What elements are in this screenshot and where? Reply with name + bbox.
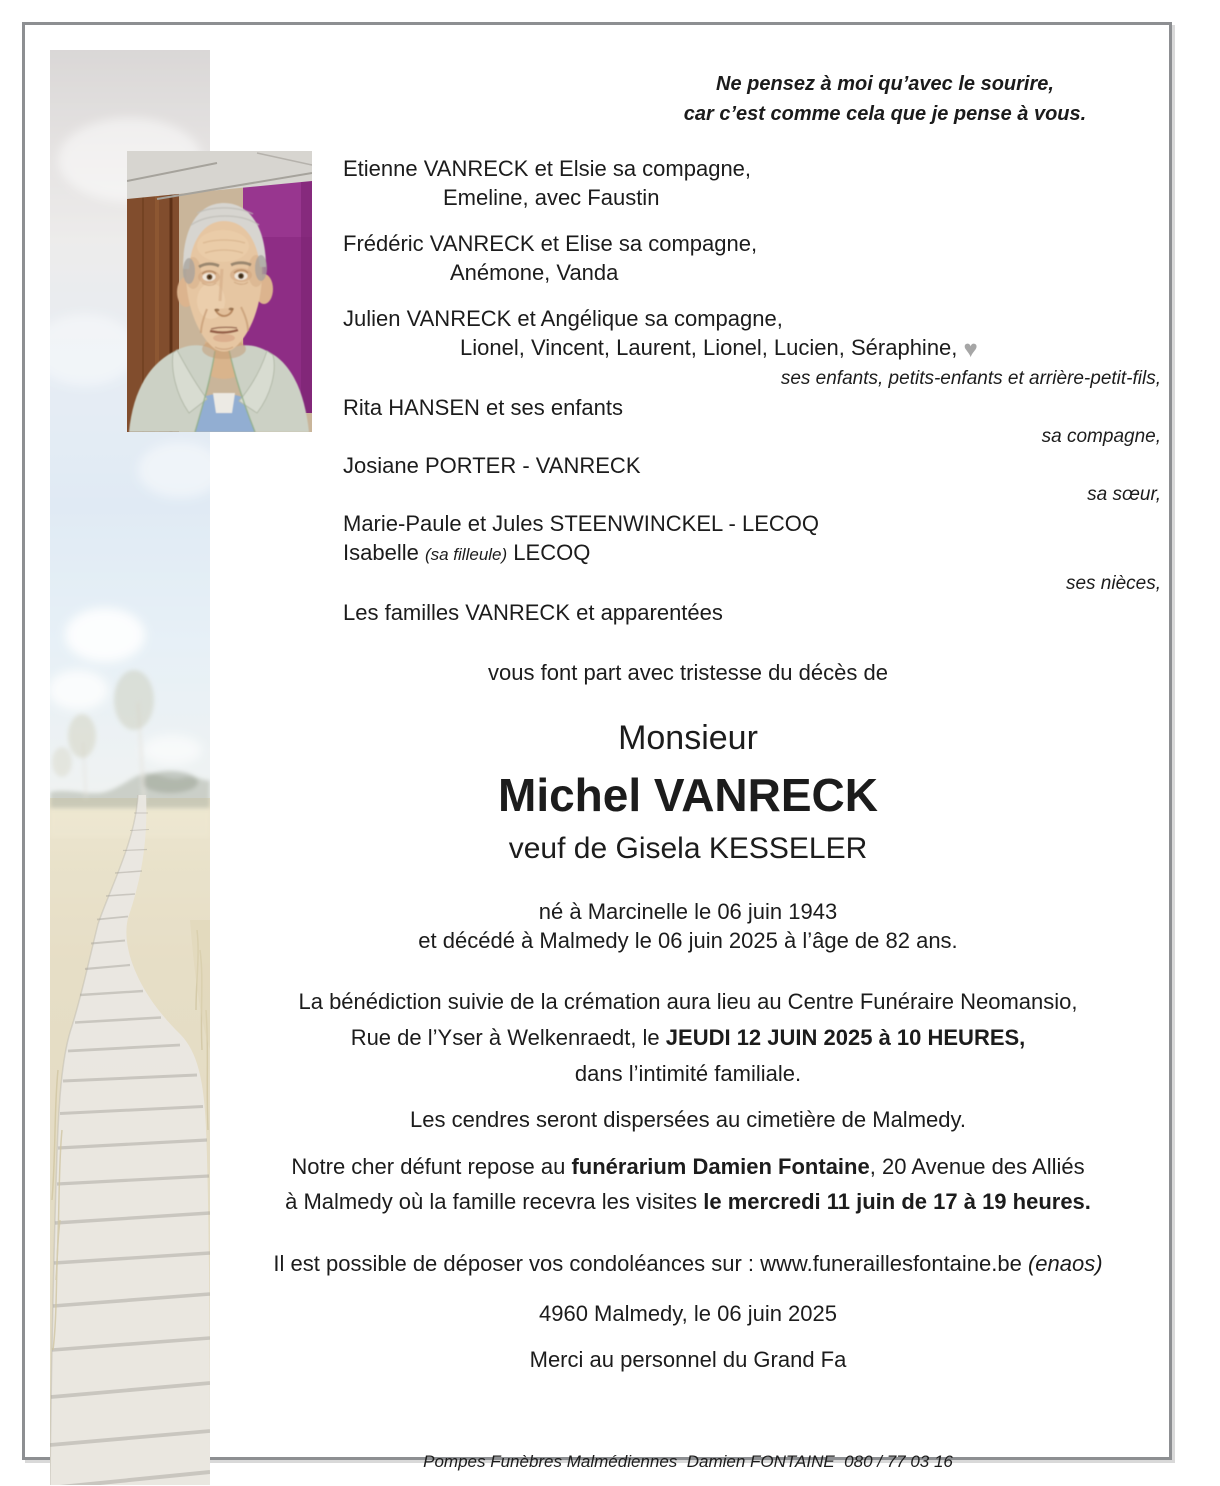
dateline: 4960 Malmedy, le 06 juin 2025 (538, 1301, 837, 1326)
deceased-name: Michel VANRECK (498, 769, 878, 821)
portrait-photo (127, 151, 312, 432)
white-tee (213, 393, 235, 413)
family-entry-marie-paule: Marie-Paule et Jules STEENWINCKEL - LECOQ (343, 511, 819, 536)
relation-nieces: ses nièces, (1065, 573, 1161, 594)
repose-line-1 (210, 1149, 1166, 1184)
funerarium-name: funérarium Damien Fontaine (571, 1154, 870, 1179)
family-entry-josiane: Josiane PORTER - VANRECK (343, 453, 641, 478)
family-entry-rita: Rita HANSEN et ses enfants (343, 395, 624, 420)
ceremony-line-2 (210, 1020, 1166, 1056)
ceremony-place: Rue de l’Yser à Welkenraedt, le (350, 1025, 666, 1050)
ceremony-datetime: JEUDI 12 JUIN 2025 à 10 HEURES, (665, 1025, 1026, 1050)
thanks-line: Merci au personnel du Grand Fa (529, 1347, 847, 1372)
death-line: et décédé à Malmedy le 06 juin 2025 à l’âge de 82 ans. (418, 928, 958, 953)
ceremony-line-3: dans l’intimité familiale. (574, 1061, 802, 1086)
family-list (343, 154, 1161, 627)
heart-icon: ♥ (963, 336, 978, 363)
family-entry-main: Etienne VANRECK et Elsie sa compagne, (343, 156, 752, 181)
announcement-page (22, 22, 1172, 1471)
family-entry-sub (343, 333, 1161, 364)
repose-intro: Notre cher défunt repose au (291, 1154, 572, 1179)
funeral-home-footer: Pompes Funèbres Malmédiennes Damien FONTAINE 080 / 77 03 16 (423, 1452, 953, 1471)
life-dates (210, 897, 1166, 955)
condolences-note: (enaos) (1027, 1251, 1103, 1276)
deceased-relict: veuf de Gisela KESSELER (508, 832, 868, 865)
family-entry-isabelle (343, 538, 1161, 569)
repose-line-2 (210, 1184, 1166, 1219)
visits-datetime: le mercredi 11 juin de 17 à 19 heures. (703, 1189, 1091, 1214)
visits-intro: à Malmedy où la famille recevra les visites (285, 1189, 704, 1214)
repose-details (210, 1149, 1166, 1219)
isabelle-note: (sa filleule) (424, 545, 508, 564)
birth-line: né à Marcinelle le 06 juin 1943 (538, 899, 838, 924)
family-entry-sub: Anémone, Vanda (450, 260, 619, 285)
quote-line-1: Ne pensez à moi qu’avec le sourire, (716, 73, 1054, 95)
family-entry-families: Les familles VANRECK et apparentées (343, 600, 723, 625)
quote-line-2: car c’est comme cela que je pense à vous. (683, 103, 1087, 125)
ceremony-line-1: La bénédiction suivie de la crémation aura lieu au Centre Funéraire Neomansio, (298, 989, 1078, 1014)
ceremony-details (210, 984, 1166, 1092)
family-entry-sub: Emeline, avec Faustin (443, 185, 660, 210)
relation-children: ses enfants, petits-enfants et arrière-petit-fils, (780, 368, 1161, 389)
ashes-line: Les cendres seront dispersées au cimetière de Malmedy. (410, 1107, 966, 1132)
portrait-art (127, 151, 312, 432)
funerarium-address: , 20 Avenue des Alliés (869, 1154, 1085, 1179)
condolences-line (210, 1249, 1166, 1278)
grandchildren-names: Lionel, Vincent, Laurent, Lionel, Lucien, Séraphine, (460, 335, 958, 360)
relation-sister: sa sœur, (1087, 484, 1161, 505)
condolences-text: Il est possible de déposer vos condoléances sur : www.funeraillesfontaine.be (273, 1251, 1028, 1276)
deceased-title: Monsieur (618, 719, 758, 757)
announcement-line: vous font part avec tristesse du décès de (488, 660, 888, 685)
family-entry-main: Frédéric VANRECK et Elise sa compagne, (343, 231, 758, 256)
opening-quote (605, 69, 1165, 129)
relation-companion: sa compagne, (1041, 426, 1161, 447)
isabelle-name: Isabelle (343, 540, 419, 565)
family-entry-main: Julien VANRECK et Angélique sa compagne, (343, 306, 783, 331)
isabelle-surname: LECOQ (513, 540, 591, 565)
